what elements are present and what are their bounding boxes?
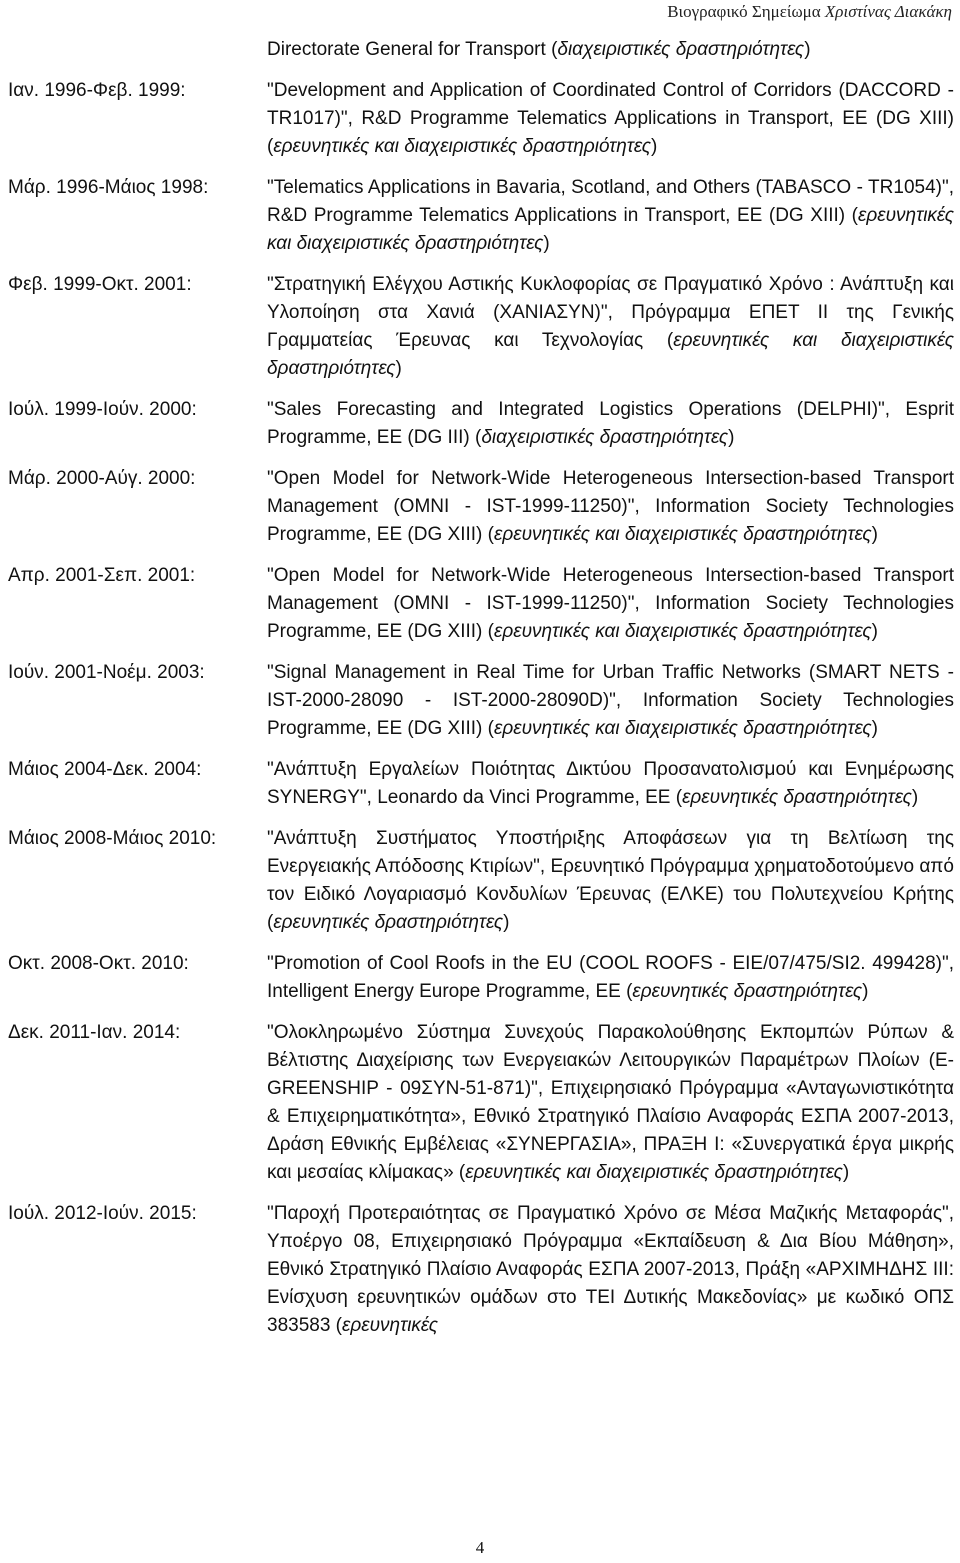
entry-description [267, 825, 954, 937]
entry-date: Δεκ. 2011-Ιαν. 2014: [8, 1022, 181, 1043]
entry-description [267, 950, 954, 1006]
entry-text: "Ανάπτυξη Εργαλείων Ποιότητας Δικτύου Προσανατολισμού και Ενημέρωσης SYNERGY", Leonardo da Vinci Programme, EE ( [267, 759, 954, 808]
entry-close: ) [871, 524, 878, 545]
intro-text-close: ) [804, 39, 811, 60]
entry-date: Ιαν. 1996-Φεβ. 1999: [8, 80, 186, 101]
entry-date: Ιούλ. 2012-Ιούν. 2015: [8, 1203, 197, 1224]
project-entry [8, 562, 954, 646]
entry-text: "Promotion of Cool Roofs in the EU (COOL ROOFS - EIE/07/475/SI2. 499428)", Intelligent Energy Europe Programme, EE ( [267, 953, 954, 1002]
project-entry [8, 950, 954, 1006]
intro-line [8, 36, 954, 64]
entry-activity-type: ερευνητικές δραστηριότητες [682, 787, 912, 808]
entry-close: ) [911, 787, 919, 808]
entry-description [267, 1200, 954, 1340]
entry-date: Ιούν. 2001-Νοέμ. 2003: [8, 662, 205, 683]
project-entry [8, 396, 954, 452]
entry-close: ) [862, 981, 869, 1002]
entry-activity-type: ερευνητικές και διαχειριστικές δραστηριότητες [493, 621, 872, 642]
entry-description [267, 659, 954, 743]
intro-text-main: Directorate General for Transport ( [267, 39, 558, 60]
entry-text: "Open Model for Network-Wide Heterogeneous Intersection-based Transport Management (OMNI - IST-1999-11250)", Information Society Technologies Programme, EE (DG XIII) ( [267, 468, 954, 545]
header-name: Χριστίνας Διακάκη [824, 2, 952, 21]
entry-description [267, 396, 954, 452]
project-entry [8, 1019, 954, 1187]
entry-activity-type: ερευνητικές δραστηριότητες [632, 981, 863, 1002]
intro-text-italic: διαχειριστικές δραστηριότητες [557, 39, 805, 60]
entry-text: "Παροχή Προτεραιότητας σε Πραγματικό Χρόνο σε Μέσα Μαζικής Μεταφοράς", Υποέργο 08, Επιχειρησιακό Πρόγραμμα «Εκπαίδευση & Δια Βίου Μάθηση», Εθνικό Στρατηγικό Πλαίσιο Αναφοράς ΕΣΠΑ 2007-2013, Πράξη «ΑΡΧΙΜΗΔΗΣ ΙΙΙ: Ενίσχυση ερευνητικών ομάδων στο ΤΕΙ Δυτικής Μακεδονίας» με κωδικό ΟΠΣ 383583 ( [267, 1203, 954, 1336]
header-prefix: Βιογραφικό Σημείωμα [667, 2, 825, 21]
project-entry [8, 825, 954, 937]
entry-text: "Signal Management in Real Time for Urban Traffic Networks (SMART NETS - IST-2000-28090 - IST-2000-28090D)", Information Society Technologies Programme, EE (DG XIII) ( [267, 662, 954, 739]
entry-text: "Open Model for Network-Wide Heterogeneous Intersection-based Transport Management (OMNI - IST-1999-11250)", Information Society Technologies Programme, EE (DG XIII) ( [267, 565, 954, 642]
entry-close: ) [842, 1162, 850, 1183]
entry-text: "Telematics Applications in Bavaria, Scotland, and Others (TABASCO - TR1054)", R&D Programme Telematics Applications in Transport, EE (DG XIII) ( [267, 177, 954, 226]
project-entry [8, 1200, 954, 1340]
entry-description [267, 174, 954, 258]
entry-date: Μάιος 2008-Μάιος 2010: [8, 828, 217, 849]
entry-activity-type: ερευνητικές και διαχειριστικές δραστηριότητες [493, 524, 872, 545]
entry-activity-type: ερευνητικές και διαχειριστικές δραστηριότητες [267, 205, 954, 254]
entry-date: Οκτ. 2008-Οκτ. 2010: [8, 953, 189, 974]
page-number: 4 [475, 1538, 485, 1557]
entry-activity-type: ερευνητικές και διαχειριστικές δραστηριότητες [267, 330, 954, 379]
entry-date: Μάρ. 2000-Αύγ. 2000: [8, 468, 196, 489]
entry-description [267, 271, 954, 383]
project-entry [8, 174, 954, 258]
entry-activity-type: ερευνητικές [342, 1315, 438, 1336]
entry-date: Απρ. 2001-Σεπ. 2001: [8, 565, 196, 586]
entry-close: ) [871, 621, 878, 642]
project-list [8, 36, 954, 1353]
project-entry [8, 465, 954, 549]
entry-container [8, 77, 954, 1340]
entry-activity-type: ερευνητικές και διαχειριστικές δραστηριότητες [273, 136, 651, 157]
entry-text: "Ολοκληρωμένο Σύστημα Συνεχούς Παρακολούθησης Εκπομπών Ρύπων & Βέλτιστης Διαχείρισης των Ενεργειακών Λειτουργικών Παραμέτρων Πλοίων (E-GREENSHIP - 09ΣΥΝ-51-871)", Επιχειρησιακό Πρόγραμμα «Ανταγωνιστικότητα & Επιχειρηματικότητα», Εθνικό Στρατηγικό Πλαίσιο Αναφοράς ΕΣΠΑ 2007-2013, Δράση Εθνικής Εμβέλειας «ΣΥΝΕΡΓΑΣΙΑ», ΠΡΑΞΗ Ι: «Συνεργατικά έργα μικρής και μεσαίας κλίμακας» ( [267, 1022, 954, 1183]
entry-description [267, 756, 954, 812]
intro-date-spacer [8, 36, 267, 64]
entry-close: ) [650, 136, 658, 157]
intro-text [267, 36, 954, 64]
project-entry [8, 77, 954, 161]
entry-text: "Ανάπτυξη Συστήματος Υποστήριξης Αποφάσεων για τη Βελτίωση της Ενεργειακής Απόδοσης Κτιρίων", Ερευνητικό Πρόγραμμα χρηματοδοτούμενο από τον Ειδικό Λογαριασμό Κονδυλίων Έρευνας (ΕΛΚΕ) του Πολυτεχνείου Κρήτης ( [267, 828, 954, 933]
entry-date: Μάρ. 1996-Μάιος 1998: [8, 177, 209, 198]
entry-activity-type: ερευνητικές και διαχειριστικές δραστηριότητες [465, 1162, 843, 1183]
running-header [667, 2, 952, 22]
entry-date: Φεβ. 1999-Οκτ. 2001: [8, 274, 192, 295]
project-entry [8, 271, 954, 383]
entry-close: ) [503, 912, 510, 933]
entry-text: "Development and Application of Coordinated Control of Corridors (DACCORD - TR1017)", R&D Programme Telematics Applications in Transport, EE (DG XIII) ( [267, 80, 954, 157]
entry-text: "Στρατηγική Ελέγχου Αστικής Κυκλοφορίας σε Πραγματικό Χρόνο : Ανάπτυξη και Υλοποίηση στα Χανιά (ΧΑΝΙΑΣΥΝ)", Πρόγραμμα ΕΠΕΤ ΙΙ της Γενικής Γραμματείας Έρευνας και Τεχνολογίας ( [267, 274, 954, 351]
entry-date: Μάιος 2004-Δεκ. 2004: [8, 759, 202, 780]
entry-activity-type: ερευνητικές δραστηριότητες [273, 912, 504, 933]
entry-text: "Sales Forecasting and Integrated Logistics Operations (DELPHI)", Esprit Programme, EE (DG III) ( [267, 399, 954, 448]
entry-close: ) [871, 718, 878, 739]
entry-activity-type: ερευνητικές και διαχειριστικές δραστηριότητες [493, 718, 872, 739]
project-entry [8, 756, 954, 812]
project-entry [8, 659, 954, 743]
entry-date: Ιούλ. 1999-Ιούν. 2000: [8, 399, 197, 420]
entry-description [267, 465, 954, 549]
entry-close: ) [728, 427, 735, 448]
entry-description [267, 77, 954, 161]
entry-description [267, 562, 954, 646]
entry-close: ) [543, 233, 550, 254]
entry-close: ) [395, 358, 402, 379]
entry-activity-type: διαχειριστικές δραστηριότητες [481, 427, 729, 448]
entry-description [267, 1019, 954, 1187]
